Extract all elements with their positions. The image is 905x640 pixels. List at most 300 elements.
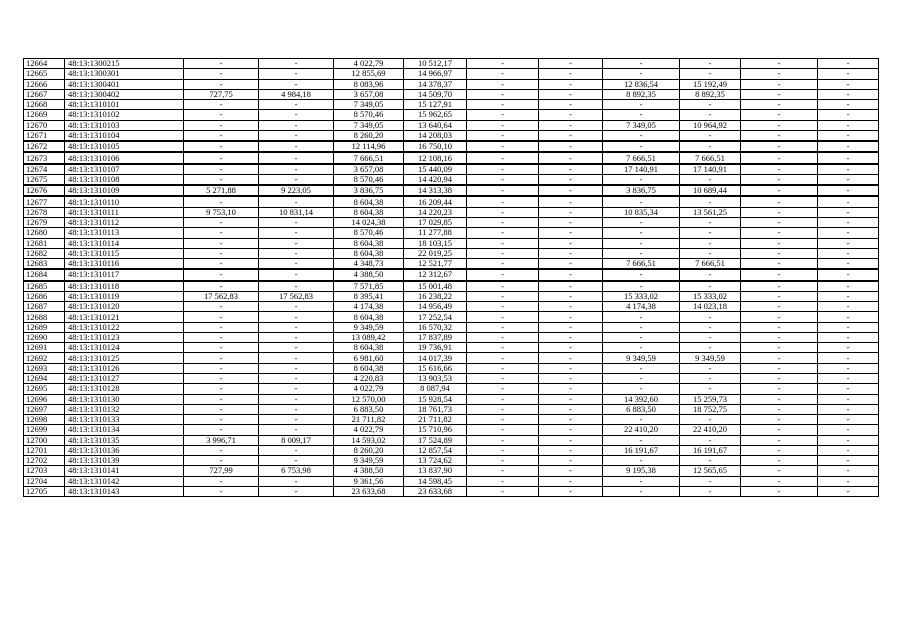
table-cell: 12680 <box>24 228 65 238</box>
table-cell: 8 570,46 <box>334 174 404 185</box>
table-cell: - <box>539 207 603 217</box>
table-cell: - <box>818 312 879 322</box>
table-cell: - <box>818 120 879 130</box>
table-cell: - <box>741 394 818 404</box>
table-cell: 12682 <box>24 248 65 258</box>
table-cell: - <box>680 332 741 342</box>
table-cell: 12 114,96 <box>334 141 404 152</box>
table-cell: 48:13:1310124 <box>65 343 184 353</box>
table-cell: 8 892,35 <box>680 89 741 99</box>
table-cell: - <box>680 269 741 280</box>
table-cell: 9 349,59 <box>334 456 404 466</box>
table-cell: - <box>259 456 334 466</box>
table-cell: - <box>818 291 879 301</box>
table-cell: - <box>818 476 879 486</box>
table-cell: - <box>539 196 603 207</box>
data-table <box>23 58 879 497</box>
table-cell: 12686 <box>24 291 65 301</box>
table-cell: 3 996,71 <box>184 435 259 445</box>
table-cell: - <box>741 79 818 89</box>
table-cell: 7 666,51 <box>680 152 741 163</box>
table-cell: 8 570,46 <box>334 110 404 120</box>
table-cell: 48:13:1310122 <box>65 322 184 332</box>
table-cell: - <box>184 312 259 322</box>
table-cell: - <box>680 238 741 248</box>
table-cell: - <box>184 259 259 270</box>
table-cell: - <box>603 456 680 466</box>
table-cell: - <box>184 384 259 394</box>
table-row <box>24 456 879 466</box>
table-cell: - <box>184 269 259 280</box>
table-cell: - <box>259 312 334 322</box>
table-cell: 12665 <box>24 69 65 79</box>
table-row <box>24 238 879 248</box>
table-cell: - <box>741 456 818 466</box>
table-cell: - <box>818 302 879 312</box>
table-cell: - <box>603 238 680 248</box>
table-cell: - <box>184 332 259 342</box>
table-cell: - <box>603 332 680 342</box>
table-cell: - <box>467 120 539 130</box>
table-cell: - <box>539 291 603 301</box>
table-cell: - <box>818 394 879 404</box>
table-cell: 8 260,20 <box>334 130 404 141</box>
table-cell: 22 019,25 <box>404 248 467 258</box>
table-cell: - <box>818 164 879 175</box>
table-cell: 12701 <box>24 445 65 455</box>
table-cell: 12695 <box>24 384 65 394</box>
table-row <box>24 152 879 163</box>
table-cell: 12 836,54 <box>603 79 680 89</box>
table-row <box>24 174 879 185</box>
table-cell: - <box>259 445 334 455</box>
table-cell: - <box>539 248 603 258</box>
table-row <box>24 332 879 342</box>
table-cell: 48:13:1310113 <box>65 228 184 238</box>
table-cell: - <box>680 228 741 238</box>
table-cell: 3 657,08 <box>334 89 404 99</box>
table-cell: 8 892,35 <box>603 89 680 99</box>
table-cell: - <box>184 217 259 227</box>
table-cell: - <box>539 228 603 238</box>
table-cell: - <box>539 281 603 292</box>
table-row <box>24 322 879 332</box>
table-cell: - <box>741 302 818 312</box>
table-cell: 10 689,44 <box>680 185 741 196</box>
table-cell: 48:13:1310123 <box>65 332 184 342</box>
table-cell: - <box>467 100 539 110</box>
table-cell: 12703 <box>24 466 65 476</box>
table-cell: - <box>818 486 879 496</box>
table-cell: - <box>741 466 818 476</box>
table-cell: - <box>680 384 741 394</box>
table-cell: - <box>467 435 539 445</box>
table-cell: - <box>539 404 603 414</box>
table-row <box>24 217 879 227</box>
table-cell: - <box>603 312 680 322</box>
table-cell: 7 571,85 <box>334 281 404 292</box>
table-cell: - <box>184 322 259 332</box>
table-cell: - <box>603 59 680 69</box>
table-cell: - <box>741 217 818 227</box>
table-cell: 12 565,65 <box>680 466 741 476</box>
table-cell: 48:13:1310128 <box>65 384 184 394</box>
table-cell: 48:13:1310118 <box>65 281 184 292</box>
table-cell: - <box>539 164 603 175</box>
table-cell: - <box>539 476 603 486</box>
table-cell: 22 410,20 <box>680 425 741 435</box>
table-cell: - <box>818 425 879 435</box>
table-cell: - <box>467 445 539 455</box>
table-cell: 48:13:1300401 <box>65 79 184 89</box>
table-cell: - <box>467 79 539 89</box>
table-cell: 48:13:1310136 <box>65 445 184 455</box>
table-cell: 14 392,60 <box>603 394 680 404</box>
table-cell: - <box>603 228 680 238</box>
table-cell: - <box>539 466 603 476</box>
table-cell: - <box>259 174 334 185</box>
table-cell: - <box>818 363 879 373</box>
table-cell: 48:13:1300215 <box>65 59 184 69</box>
table-cell: 13 640,64 <box>404 120 467 130</box>
table-cell: 4 348,73 <box>334 259 404 270</box>
table-cell: - <box>818 238 879 248</box>
table-cell: 4 984,18 <box>259 89 334 99</box>
table-cell: - <box>184 110 259 120</box>
table-cell: - <box>539 353 603 363</box>
table-row <box>24 100 879 110</box>
table-cell: - <box>680 59 741 69</box>
table-cell: - <box>467 259 539 270</box>
table-cell: - <box>259 394 334 404</box>
table-cell: - <box>603 363 680 373</box>
table-cell: - <box>184 363 259 373</box>
table-cell: - <box>741 59 818 69</box>
table-row <box>24 384 879 394</box>
table-cell: 12674 <box>24 164 65 175</box>
table-cell: - <box>741 363 818 373</box>
table-cell: - <box>680 217 741 227</box>
table-cell: - <box>741 384 818 394</box>
table-cell: - <box>467 312 539 322</box>
table-cell: 48:13:1310104 <box>65 130 184 141</box>
table-cell: 48:13:1310125 <box>65 353 184 363</box>
table-row <box>24 59 879 69</box>
table-row <box>24 79 879 89</box>
table-cell: 12688 <box>24 312 65 322</box>
table-row <box>24 69 879 79</box>
table-cell: 17 524,89 <box>404 435 467 445</box>
table-cell: - <box>818 59 879 69</box>
table-cell: 12 521,77 <box>404 259 467 270</box>
table-cell: - <box>741 100 818 110</box>
table-cell: - <box>259 130 334 141</box>
table-cell: 12690 <box>24 332 65 342</box>
table-row <box>24 363 879 373</box>
table-cell: 19 736,91 <box>404 343 467 353</box>
table-cell: 8 604,38 <box>334 248 404 258</box>
table-cell: - <box>680 110 741 120</box>
table-cell: - <box>259 425 334 435</box>
table-cell: 48:13:1310105 <box>65 141 184 152</box>
table-cell: - <box>184 196 259 207</box>
table-cell: - <box>741 373 818 383</box>
table-cell: - <box>467 363 539 373</box>
table-cell: - <box>259 476 334 486</box>
table-cell: - <box>603 110 680 120</box>
table-cell: - <box>184 120 259 130</box>
table-cell: - <box>259 322 334 332</box>
table-cell: 48:13:1310133 <box>65 415 184 425</box>
table-cell: 3 657,08 <box>334 164 404 175</box>
table-row <box>24 141 879 152</box>
table-cell: 13 089,42 <box>334 332 404 342</box>
table-cell: 12673 <box>24 152 65 163</box>
table-cell: 14 956,49 <box>404 302 467 312</box>
table-cell: - <box>259 164 334 175</box>
table-cell: - <box>741 332 818 342</box>
table-cell: 12 108,16 <box>404 152 467 163</box>
table-cell: 9 349,59 <box>680 353 741 363</box>
table-cell: 15 259,73 <box>680 394 741 404</box>
table-cell: - <box>467 486 539 496</box>
table-cell: 7 666,51 <box>680 259 741 270</box>
table-cell: - <box>741 141 818 152</box>
table-cell: 17 029,85 <box>404 217 467 227</box>
table-cell: 12698 <box>24 415 65 425</box>
table-cell: 10 512,17 <box>404 59 467 69</box>
table-cell: - <box>184 476 259 486</box>
table-cell: - <box>741 259 818 270</box>
table-cell: - <box>184 79 259 89</box>
table-cell: - <box>467 332 539 342</box>
table-cell: 8 395,41 <box>334 291 404 301</box>
table-cell: 8 087,94 <box>404 384 467 394</box>
table-cell: - <box>741 404 818 414</box>
table-cell: - <box>818 130 879 141</box>
table-cell: 12677 <box>24 196 65 207</box>
table-cell: 15 962,65 <box>404 110 467 120</box>
table-row <box>24 302 879 312</box>
table-cell: 14 023,18 <box>680 302 741 312</box>
table-cell: - <box>818 384 879 394</box>
table-cell: - <box>184 141 259 152</box>
table-cell: - <box>184 445 259 455</box>
table-cell: - <box>539 269 603 280</box>
table-cell: 18 103,15 <box>404 238 467 248</box>
table-cell: - <box>680 322 741 332</box>
table-cell: - <box>680 130 741 141</box>
table-cell: - <box>467 302 539 312</box>
table-cell: 48:13:1300301 <box>65 69 184 79</box>
table-cell: 3 836,75 <box>603 185 680 196</box>
table-cell: 48:13:1310108 <box>65 174 184 185</box>
table-cell: 12 855,69 <box>334 69 404 79</box>
table-cell: 7 349,05 <box>603 120 680 130</box>
table-cell: 6 883,50 <box>603 404 680 414</box>
table-cell: - <box>259 302 334 312</box>
table-cell: - <box>539 302 603 312</box>
table-row <box>24 164 879 175</box>
table-cell: - <box>818 456 879 466</box>
table-cell: 6 883,50 <box>334 404 404 414</box>
table-cell: 12692 <box>24 353 65 363</box>
table-cell: - <box>539 59 603 69</box>
table-cell: - <box>539 384 603 394</box>
table-cell: - <box>603 248 680 258</box>
table-cell: 8 570,46 <box>334 228 404 238</box>
table-cell: 7 349,05 <box>334 120 404 130</box>
table-cell: - <box>539 445 603 455</box>
table-cell: - <box>184 100 259 110</box>
table-cell: - <box>741 120 818 130</box>
table-cell: - <box>467 110 539 120</box>
table-cell: - <box>603 141 680 152</box>
table-cell: - <box>467 404 539 414</box>
table-cell: 15 192,49 <box>680 79 741 89</box>
table-cell: 12684 <box>24 269 65 280</box>
table-cell: 17 140,91 <box>603 164 680 175</box>
table-cell: - <box>741 415 818 425</box>
table-cell: - <box>818 110 879 120</box>
table-cell: - <box>741 476 818 486</box>
table-cell: - <box>539 425 603 435</box>
table-cell: - <box>467 373 539 383</box>
table-cell: 12685 <box>24 281 65 292</box>
table-cell: - <box>467 353 539 363</box>
table-cell: 12675 <box>24 174 65 185</box>
table-row <box>24 196 879 207</box>
table-cell: 16 238,22 <box>404 291 467 301</box>
table-cell: 12689 <box>24 322 65 332</box>
table-cell: - <box>259 228 334 238</box>
table-body <box>24 59 879 497</box>
table-cell: - <box>680 343 741 353</box>
table-cell: - <box>741 343 818 353</box>
table-cell: - <box>603 174 680 185</box>
table-cell: - <box>818 259 879 270</box>
table-cell: - <box>603 100 680 110</box>
table-cell: - <box>539 69 603 79</box>
table-cell: 48:13:1310115 <box>65 248 184 258</box>
table-row <box>24 259 879 270</box>
table-cell: - <box>467 228 539 238</box>
table-cell: 12702 <box>24 456 65 466</box>
table-cell: - <box>184 302 259 312</box>
table-cell: - <box>741 110 818 120</box>
table-row <box>24 89 879 99</box>
table-cell: - <box>539 435 603 445</box>
table-cell: - <box>818 89 879 99</box>
table-cell: - <box>259 152 334 163</box>
table-row <box>24 130 879 141</box>
table-cell: - <box>539 456 603 466</box>
table-cell: 4 220,83 <box>334 373 404 383</box>
table-cell: - <box>539 394 603 404</box>
table-cell: 13 724,62 <box>404 456 467 466</box>
table-cell: - <box>467 248 539 258</box>
table-cell: - <box>741 69 818 79</box>
table-cell: 10 835,34 <box>603 207 680 217</box>
table-cell: 9 349,59 <box>603 353 680 363</box>
table-cell: - <box>741 425 818 435</box>
table-cell: - <box>818 141 879 152</box>
table-cell: 13 837,90 <box>404 466 467 476</box>
table-cell: 8 604,38 <box>334 363 404 373</box>
table-cell: - <box>184 404 259 414</box>
table-cell: 48:13:1310102 <box>65 110 184 120</box>
table-cell: 10 964,92 <box>680 120 741 130</box>
table-cell: 12666 <box>24 79 65 89</box>
table-cell: 48:13:1310111 <box>65 207 184 217</box>
table-cell: 48:13:1310134 <box>65 425 184 435</box>
table-cell: 12669 <box>24 110 65 120</box>
table-cell: - <box>680 363 741 373</box>
table-cell: 6 753,98 <box>259 466 334 476</box>
table-cell: - <box>539 312 603 322</box>
table-cell: - <box>539 415 603 425</box>
table-cell: - <box>184 174 259 185</box>
table-cell: - <box>818 69 879 79</box>
table-cell: - <box>603 196 680 207</box>
table-cell: 8 604,38 <box>334 312 404 322</box>
table-cell: 12678 <box>24 207 65 217</box>
table-cell: 18 752,75 <box>680 404 741 414</box>
table-cell: - <box>539 130 603 141</box>
table-cell: 48:13:1310126 <box>65 363 184 373</box>
table-cell: - <box>184 353 259 363</box>
table-cell: - <box>603 476 680 486</box>
table-cell: - <box>741 435 818 445</box>
table-row <box>24 228 879 238</box>
table-cell: 14 313,38 <box>404 185 467 196</box>
table-cell: - <box>539 110 603 120</box>
table-cell: 48:13:1310117 <box>65 269 184 280</box>
table-cell: 48:13:1310142 <box>65 476 184 486</box>
table-cell: 12687 <box>24 302 65 312</box>
table-cell: 8 009,17 <box>259 435 334 445</box>
table-row <box>24 312 879 322</box>
table-cell: 5 271,88 <box>184 185 259 196</box>
table-cell: - <box>184 281 259 292</box>
table-cell: 14 208,03 <box>404 130 467 141</box>
table-cell: - <box>741 486 818 496</box>
table-row <box>24 373 879 383</box>
table-cell: - <box>467 89 539 99</box>
table-cell: - <box>184 69 259 79</box>
table-cell: - <box>467 141 539 152</box>
table-cell: - <box>741 89 818 99</box>
table-cell: - <box>741 248 818 258</box>
table-cell: - <box>818 415 879 425</box>
table-cell: 12691 <box>24 343 65 353</box>
table-cell: 12681 <box>24 238 65 248</box>
table-cell: - <box>818 228 879 238</box>
table-row <box>24 425 879 435</box>
table-cell: - <box>259 332 334 342</box>
table-cell: 22 410,20 <box>603 425 680 435</box>
table-cell: 4 174,38 <box>334 302 404 312</box>
table-cell: - <box>259 281 334 292</box>
table-cell: 12 857,54 <box>404 445 467 455</box>
table-cell: - <box>741 353 818 363</box>
table-cell: 15 333,02 <box>603 291 680 301</box>
table-cell: - <box>259 69 334 79</box>
table-cell: - <box>680 141 741 152</box>
table-cell: 12694 <box>24 373 65 383</box>
table-cell: - <box>467 415 539 425</box>
table-cell: 12667 <box>24 89 65 99</box>
